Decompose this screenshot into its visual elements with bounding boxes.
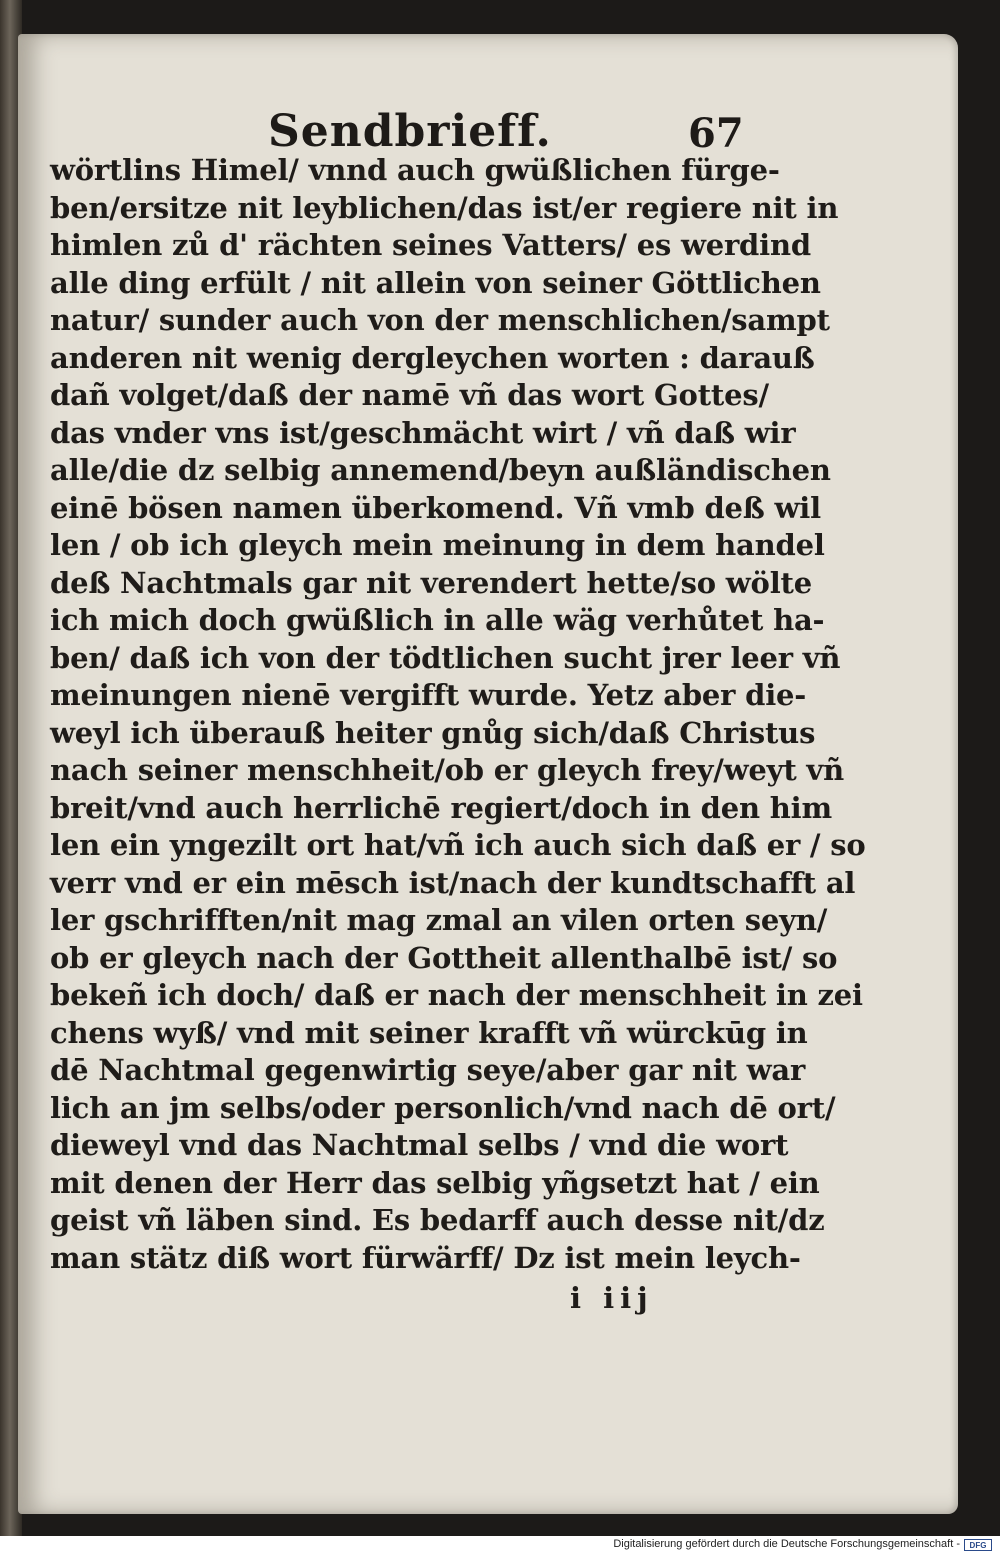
text-line: nach seiner menschheit/ob er gleych frey/weyt vñ [50, 753, 844, 787]
text-line: dieweyl vnd das Nachtmal selbs / vnd die wort [50, 1128, 789, 1162]
text-line: len ein yngezilt ort hat/vñ ich auch sich daß er / so [50, 828, 866, 862]
text-line: natur/ sunder auch von der menschlichen/sampt [50, 303, 830, 337]
page-number: 67 [688, 110, 744, 157]
text-line: man stätz diß wort fürwärff/ Dz ist mein leych- [50, 1240, 801, 1275]
text-block [50, 152, 866, 1277]
text-line: meinungen nienē vergifft wurde. Yetz aber die- [50, 678, 807, 712]
text-line: deß Nachtmals gar nit verendert hette/so wölte [50, 565, 812, 600]
text-line: alle ding erfült / nit allein von seiner Göttlichen [50, 265, 821, 300]
text-line: alle/die dz selbig annemend/beyn außländischen [50, 453, 831, 487]
text-line: das vnder vns ist/geschmächt wirt / vñ daß wir [50, 415, 796, 450]
page-content [18, 34, 958, 1514]
text-line: ob er gleych nach der Gottheit allenthalbē ist/ so [50, 940, 838, 975]
text-line: ler gschrifften/nit mag zmal an vilen orten seyn/ [50, 903, 828, 937]
text-line: chens wyß/ vnd mit seiner krafft vñ würckūg in [50, 1015, 808, 1050]
text-line: dañ volget/daß der namē vñ das wort Gottes/ [50, 378, 769, 412]
text-line: weyl ich überauß heiter gnůg sich/daß Christus [50, 715, 816, 750]
text-line: verr vnd er ein mēsch ist/nach der kundtschafft al [50, 865, 856, 900]
text-line: breit/vnd auch herrlichē regiert/doch in den him [50, 790, 832, 825]
text-line: anderen nit wenig dergleychen worten : darauß [50, 340, 815, 375]
text-line: ben/ daß ich von der tödtlichen sucht jrer leer vñ [50, 640, 841, 675]
text-line: einē bösen namen überkomend. Vñ vmb deß wil [50, 490, 821, 525]
text-line: himlen zů d' rächten seines Vatters/ es werdind [50, 228, 811, 262]
text-line: bekeñ ich doch/ daß er nach der menschheit in zei [50, 978, 863, 1012]
text-line: mit denen der Herr das selbig yñgsetzt hat / ein [50, 1165, 820, 1200]
dfg-logo: DFG [964, 1539, 992, 1551]
text-line: len / ob ich gleych mein meinung in dem handel [50, 528, 825, 562]
footer-bar [0, 1536, 1000, 1555]
footer-credit: Digitalisierung gefördert durch die Deutsche Forschungsgemeinschaft - [613, 1538, 960, 1550]
text-line: ich mich doch gwüßlich in alle wäg verhůtet ha- [50, 603, 825, 637]
text-line: dē Nachtmal gegenwirtig seye/aber gar nit war [50, 1053, 806, 1087]
text-line: geist vñ läben sind. Es bedarff auch desse nit/dz [50, 1203, 825, 1237]
text-line: ben/ersitze nit leyblichen/das ist/er regiere nit in [50, 190, 839, 225]
running-head: Sendbrieff. [268, 106, 552, 157]
text-line: wörtlins Himel/ vnnd auch gwüßlichen fürge- [50, 153, 780, 187]
text-line: lich an jm selbs/oder personlich/vnd nach dē ort/ [50, 1090, 836, 1125]
signature-mark: i iij [570, 1281, 654, 1315]
